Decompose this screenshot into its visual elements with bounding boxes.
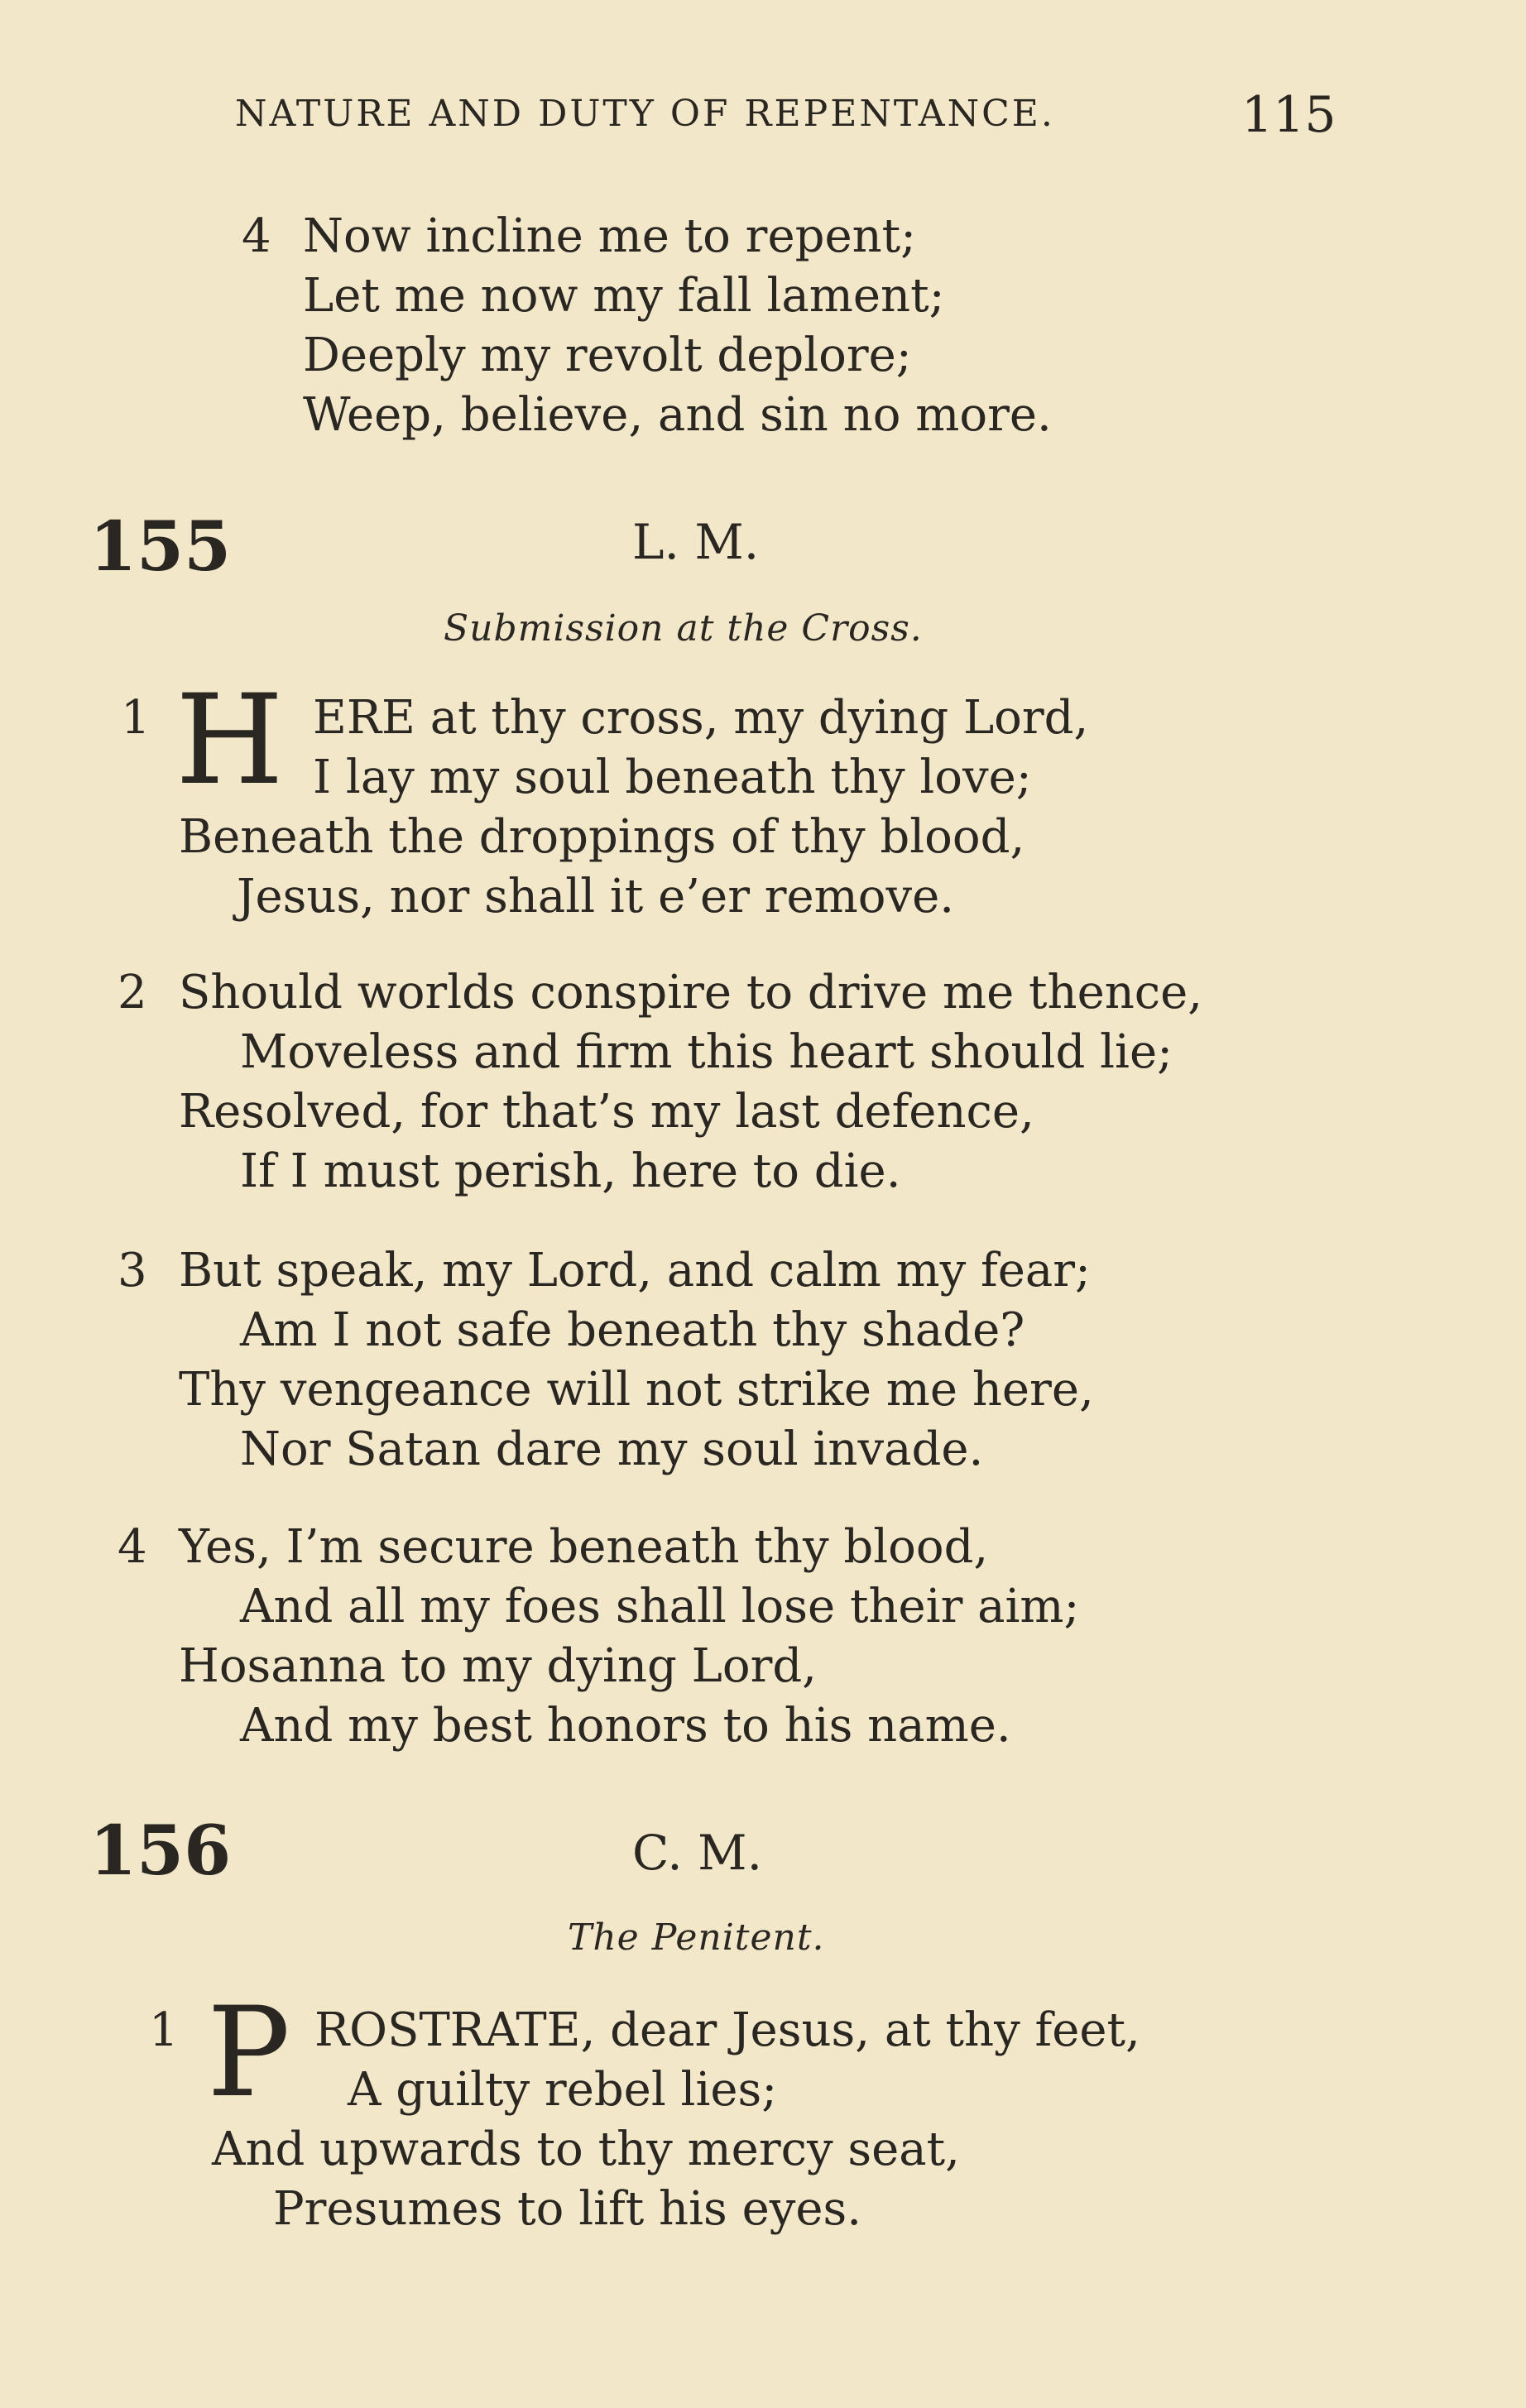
- verse-line: And upwards to thy mercy seat,: [212, 2123, 960, 2176]
- verse-line: Beneath the droppings of thy blood,: [179, 810, 1025, 864]
- page-number: 115: [1241, 86, 1336, 144]
- verse-line: And my best honors to his name.: [240, 1699, 1011, 1753]
- verse-line: Let me now my fall lament;: [303, 269, 945, 323]
- stanza-number: 1: [149, 2003, 179, 2057]
- hymn-meter: L. M.: [632, 514, 760, 570]
- verse-line: I lay my soul beneath thy love;: [313, 751, 1032, 804]
- verse-line: Deeply my revolt deplore;: [303, 329, 912, 382]
- stanza-number: 1: [121, 691, 151, 745]
- verse-line: Resolved, for that’s my last defence,: [179, 1085, 1034, 1139]
- verse-line: Now incline me to repent;: [303, 209, 917, 263]
- verse-line: Yes, I’m secure beneath thy blood,: [179, 1520, 989, 1574]
- drop-cap: H: [175, 669, 284, 813]
- verse-line: A guilty rebel lies;: [348, 2063, 778, 2117]
- stanza-number: 4: [118, 1520, 147, 1574]
- hymn-title: Submission at the Cross.: [444, 607, 923, 650]
- verse-line: Thy vengeance will not strike me here,: [179, 1363, 1094, 1417]
- stanza-number: 2: [118, 966, 147, 1019]
- verse-line: If I must perish, here to die.: [240, 1144, 901, 1198]
- verse-line: Should worlds conspire to drive me thence,: [179, 966, 1203, 1019]
- hymn-title: The Penitent.: [568, 1916, 825, 1959]
- hymn-meter: C. M.: [632, 1825, 763, 1881]
- stanza-number: 3: [118, 1244, 147, 1298]
- verse-line: Jesus, nor shall it e’er remove.: [237, 870, 955, 923]
- verse-line: Weep, believe, and sin no more.: [303, 388, 1052, 442]
- verse-line: ROSTRATE, dear Jesus, at thy feet,: [314, 2003, 1140, 2057]
- verse-line: ERE at thy cross, my dying Lord,: [313, 691, 1089, 745]
- verse-line: But speak, my Lord, and calm my fear;: [179, 1244, 1091, 1298]
- drop-cap: P: [207, 1981, 290, 2125]
- stanza-number: 4: [242, 209, 271, 263]
- verse-line: Presumes to lift his eyes.: [273, 2182, 862, 2236]
- hymn-number: 155: [89, 507, 232, 587]
- verse-line: And all my foes shall lose their aim;: [240, 1580, 1080, 1633]
- verse-line: Nor Satan dare my soul invade.: [240, 1422, 984, 1476]
- verse-line: Am I not safe beneath thy shade?: [240, 1303, 1025, 1357]
- verse-line: Hosanna to my dying Lord,: [179, 1639, 817, 1693]
- hymn-number: 156: [89, 1811, 232, 1891]
- running-title: NATURE AND DUTY OF REPENTANCE.: [235, 93, 1055, 135]
- verse-line: Moveless and firm this heart should lie;: [240, 1025, 1173, 1079]
